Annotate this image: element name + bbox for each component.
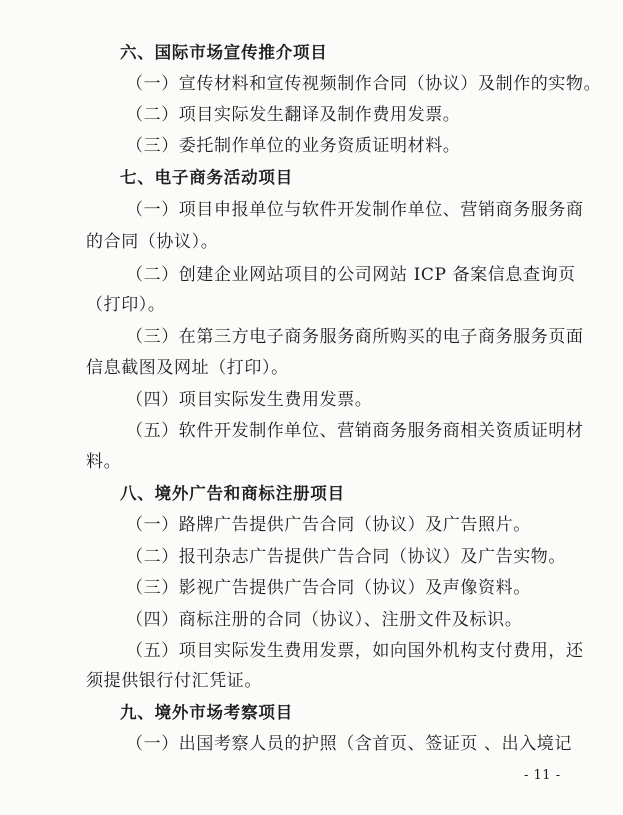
list-item-continuation: 的合同（协议）。 [86, 232, 219, 252]
list-item: （五）软件开发制作单位、营销商务服务商相关资质证明材 [126, 421, 584, 441]
list-item: （二）创建企业网站项目的公司网站 ICP 备案信息查询页 [126, 265, 576, 285]
section-heading: 八、境外广告和商标注册项目 [120, 484, 345, 503]
list-item-continuation: 须提供银行付汇凭证。 [86, 671, 262, 691]
list-item: （四）项目实际发生费用发票。 [126, 390, 373, 410]
list-item-continuation: （打印）。 [86, 295, 166, 315]
list-item: （五）项目实际发生费用发票，如向国外机构支付费用，还 [126, 641, 584, 661]
page-number: - 11 - [524, 768, 561, 783]
list-item-continuation: 料。 [86, 452, 122, 472]
section-heading: 六、国际市场宣传推介项目 [120, 43, 328, 62]
list-item: （一）宣传材料和宣传视频制作合同（协议）及制作的实物。 [126, 74, 602, 94]
list-item: （一）项目申报单位与软件开发制作单位、营销商务服务商 [126, 200, 584, 220]
list-item: （二）报刊杂志广告提供广告合同（协议）及广告实物。 [126, 547, 566, 567]
section-heading: 七、电子商务活动项目 [120, 168, 293, 187]
list-item: （三）在第三方电子商务服务商所购买的电子商务服务页面 [126, 327, 584, 347]
section-heading: 九、境外市场考察项目 [120, 703, 293, 722]
list-item: （三）影视广告提供广告合同（协议）及声像资料。 [126, 578, 531, 598]
list-item-continuation: 信息截图及网址（打印）。 [86, 358, 289, 378]
list-item: （四）商标注册的合同（协议）、注册文件及标识。 [126, 610, 523, 630]
list-item: （一）路牌广告提供广告合同（协议）及广告照片。 [126, 515, 531, 535]
list-item: （一）出国考察人员的护照（含首页、签证页 、出入境记 [126, 734, 573, 754]
list-item: （三）委托制作单位的业务资质证明材料。 [126, 136, 461, 156]
list-item: （二）项目实际发生翻译及制作费用发票。 [126, 105, 461, 125]
